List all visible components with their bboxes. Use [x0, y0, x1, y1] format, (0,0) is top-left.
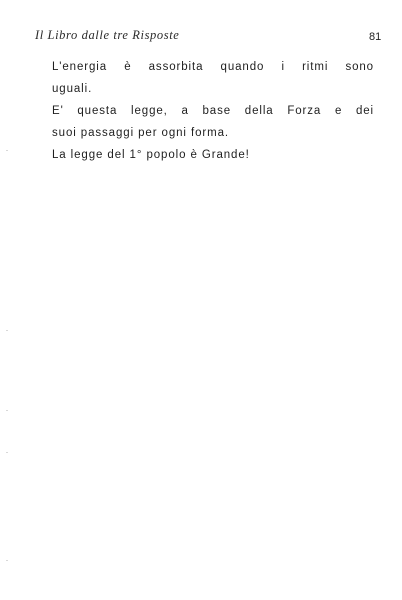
word: quando	[220, 61, 265, 73]
paragraph-line-2: uguali.	[52, 83, 93, 95]
word: sono	[345, 61, 374, 73]
word: Forza	[287, 105, 322, 117]
word: a	[181, 105, 189, 117]
word: dei	[355, 105, 374, 117]
word: è	[124, 61, 132, 73]
word: assorbita	[148, 61, 204, 73]
body-text	[52, 56, 374, 166]
paragraph-line-5: La legge del 1° popolo è Grande!	[52, 149, 250, 161]
scan-margin-marks	[6, 0, 10, 600]
word: ritmi	[302, 61, 329, 73]
paragraph-line-3	[52, 100, 374, 122]
word: i	[281, 61, 285, 73]
page-number: 81	[369, 31, 382, 43]
paragraph-line-4: suoi passaggi per ogni forma.	[52, 127, 229, 139]
word: questa	[77, 105, 118, 117]
word: base	[202, 105, 232, 117]
word: E'	[52, 105, 64, 117]
running-title: Il Libro dalle tre Risposte	[35, 28, 180, 42]
paragraph-line-1	[52, 56, 374, 78]
word: della	[244, 105, 274, 117]
word: legge,	[131, 105, 168, 117]
word: L'energia	[52, 61, 108, 73]
word: e	[334, 105, 343, 117]
